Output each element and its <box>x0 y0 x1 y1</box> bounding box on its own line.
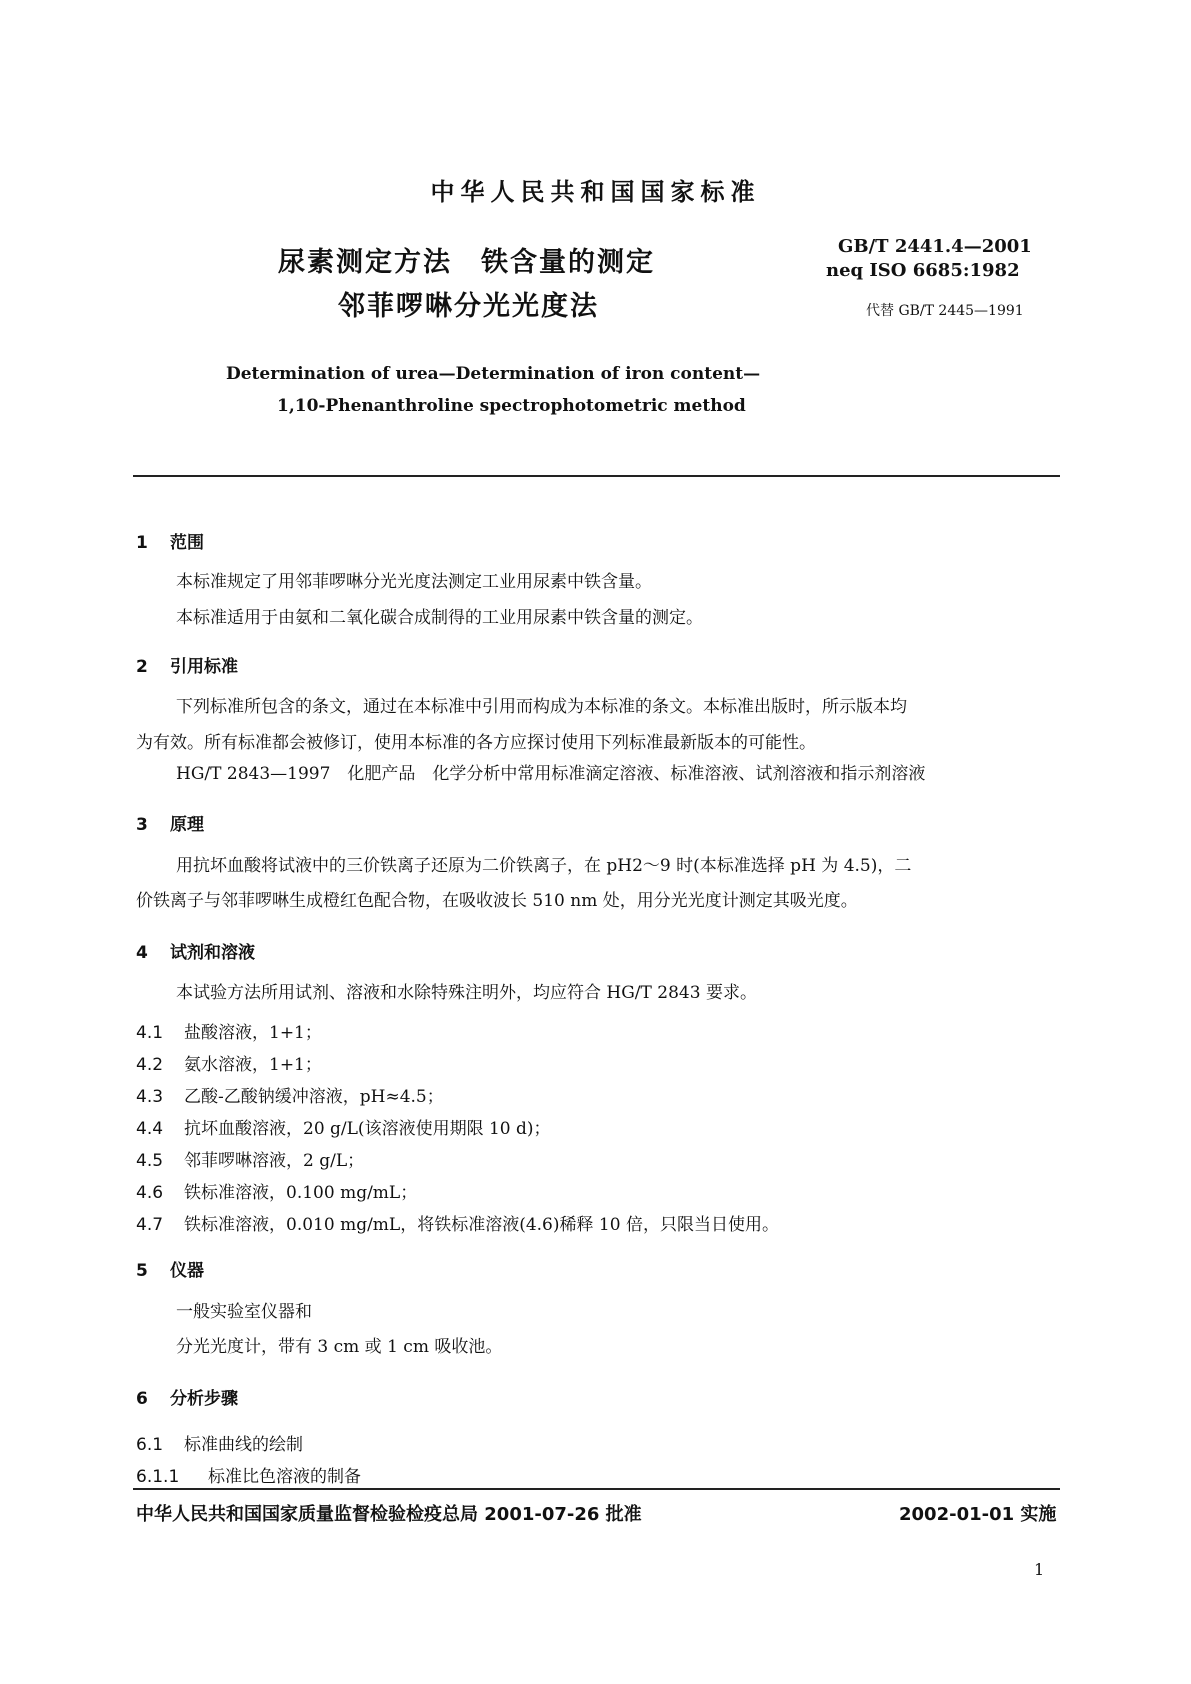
reagent-item <box>136 1050 322 1075</box>
title-en-line1: Determination of urea—Determination of iron content— <box>226 364 761 384</box>
section-title: 原理 <box>170 815 204 835</box>
section-3-paragraph-line2: 价铁离子与邻菲啰啉生成橙红色配合物，在吸收波长 510 nm 处，用分光光度计测定其吸光度。 <box>136 891 858 911</box>
section-title: 分析步骤 <box>170 1389 238 1409</box>
section-number: 6 <box>136 1389 148 1409</box>
item-text: 抗坏血酸溶液，20 g/L(该溶液使用期限 10 d)； <box>184 1119 551 1139</box>
section-1-paragraph-2: 本标准适用于由氨和二氧化碳合成制得的工业用尿素中铁含量的测定。 <box>176 608 703 628</box>
section-3-paragraph-line1: 用抗坏血酸将试液中的三价铁离子还原为二价铁离子，在 pH2～9 时(本标准选择 pH 为 4.5)，二 <box>176 856 912 876</box>
reagent-item <box>136 1082 444 1107</box>
section-2-paragraph-line1: 下列标准所包含的条文，通过在本标准中引用而构成为本标准的条文。本标准出版时，所示版本均 <box>176 697 907 717</box>
item-text: 盐酸溶液，1+1； <box>184 1023 322 1043</box>
reagent-item <box>136 1018 322 1043</box>
reagent-item <box>136 1114 551 1139</box>
section-number: 5 <box>136 1261 148 1281</box>
section-4-heading <box>136 938 255 963</box>
section-5-paragraph-1: 一般实验室仪器和 <box>176 1302 312 1322</box>
section-number: 4 <box>136 943 148 963</box>
subsection-6-1-1 <box>136 1462 361 1487</box>
section-title: 范围 <box>170 533 204 553</box>
section-3-heading <box>136 810 204 835</box>
section-title: 试剂和溶液 <box>170 943 255 963</box>
section-5-paragraph-2: 分光光度计，带有 3 cm 或 1 cm 吸收池。 <box>176 1337 503 1357</box>
national-standard-heading: 中华人民共和国国家标准 <box>430 178 761 206</box>
item-text: 标准曲线的绘制 <box>184 1435 303 1455</box>
section-1-heading <box>136 528 204 553</box>
section-4-intro: 本试验方法所用试剂、溶液和水除特殊注明外，均应符合 HG/T 2843 要求。 <box>176 983 757 1003</box>
footer-divider <box>133 1488 1060 1490</box>
item-number: 4.3 <box>136 1087 164 1107</box>
item-number: 4.5 <box>136 1151 164 1171</box>
implementation-date: 2002-01-01 实施 <box>899 1504 1057 1525</box>
section-6-heading <box>136 1384 238 1409</box>
reagent-item <box>136 1178 417 1203</box>
normative-reference: HG/T 2843—1997 化肥产品 化学分析中常用标准滴定溶液、标准溶液、试剂溶液和指示剂溶液 <box>176 764 926 784</box>
item-number: 6.1.1 <box>136 1467 180 1487</box>
item-text: 邻菲啰啉溶液，2 g/L； <box>184 1151 365 1171</box>
section-title: 引用标准 <box>170 657 238 677</box>
item-text: 铁标准溶液，0.100 mg/mL； <box>184 1183 418 1203</box>
replaces-standard: 代替 GB/T 2445—1991 <box>866 303 1024 319</box>
page-number: 1 <box>1034 1560 1045 1579</box>
section-title: 仪器 <box>170 1261 204 1281</box>
section-number: 3 <box>136 815 148 835</box>
section-number: 1 <box>136 533 148 553</box>
item-text: 铁标准溶液，0.010 mg/mL，将铁标准溶液(4.6)稀释 10 倍，只限当日使用。 <box>184 1215 779 1235</box>
section-5-heading <box>136 1256 204 1281</box>
item-number: 4.7 <box>136 1215 164 1235</box>
item-number: 4.4 <box>136 1119 164 1139</box>
subsection-6-1 <box>136 1430 303 1455</box>
section-2-paragraph-line2: 为有效。所有标准都会被修订，使用本标准的各方应探讨使用下列标准最新版本的可能性。 <box>136 733 816 753</box>
item-number: 4.2 <box>136 1055 164 1075</box>
section-2-heading <box>136 652 238 677</box>
title-en-line2: 1,10-Phenanthroline spectrophotometric method <box>277 396 746 416</box>
title-cn-line1: 尿素测定方法 铁含量的测定 <box>278 247 655 278</box>
item-text: 氨水溶液，1+1； <box>184 1055 322 1075</box>
section-number: 2 <box>136 657 148 677</box>
section-1-paragraph-1: 本标准规定了用邻菲啰啉分光光度法测定工业用尿素中铁含量。 <box>176 572 652 592</box>
item-number: 4.1 <box>136 1023 164 1043</box>
item-text: 标准比色溶液的制备 <box>208 1467 361 1487</box>
iso-equivalent: neq ISO 6685:1982 <box>826 260 1020 281</box>
item-number: 4.6 <box>136 1183 164 1203</box>
item-number: 6.1 <box>136 1435 164 1455</box>
reagent-item <box>136 1210 779 1235</box>
title-cn-line2: 邻菲啰啉分光光度法 <box>338 291 599 322</box>
standard-number: GB/T 2441.4—2001 <box>838 236 1032 257</box>
reagent-item <box>136 1146 364 1171</box>
item-text: 乙酸-乙酸钠缓冲溶液，pH≈4.5； <box>184 1087 444 1107</box>
approval-line: 中华人民共和国国家质量监督检验检疫总局 2001-07-26 批准 <box>136 1504 642 1525</box>
header-divider <box>133 475 1060 477</box>
